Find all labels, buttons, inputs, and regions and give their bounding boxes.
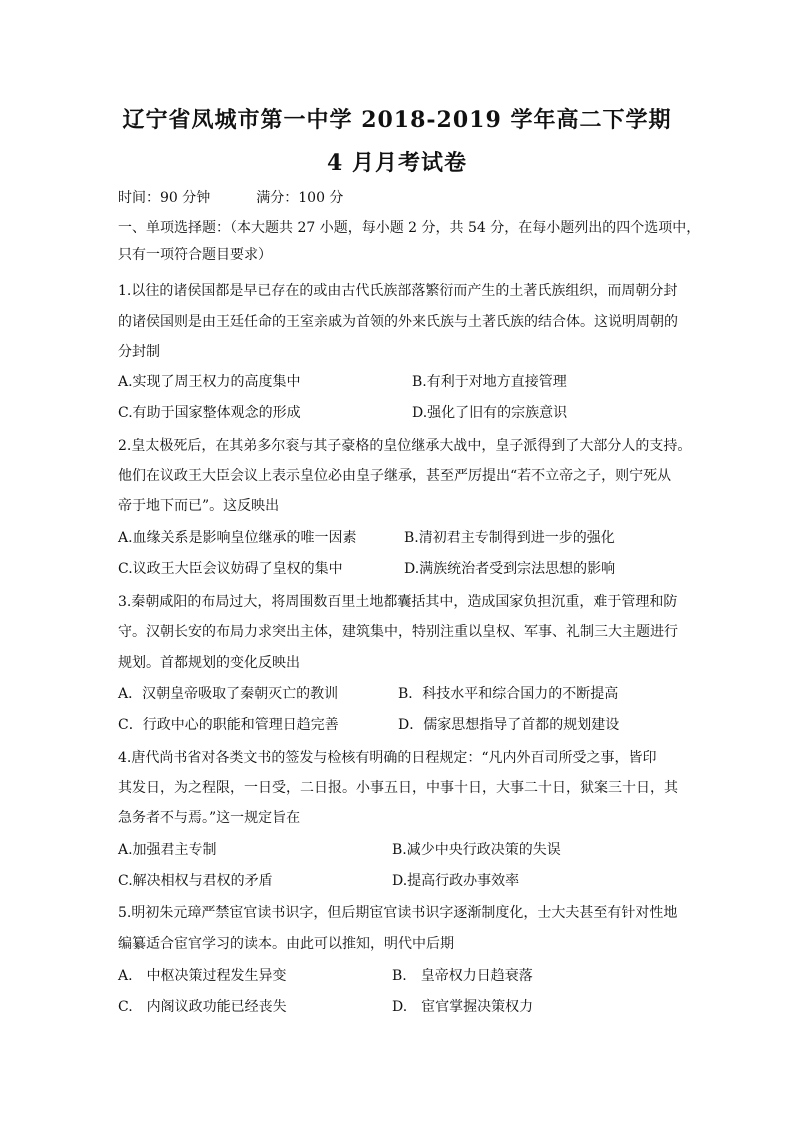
question-3-option-d[interactable]: D．儒家思想指导了首都的规划建设 <box>398 717 620 733</box>
question-1-option-d[interactable]: D.强化了旧有的宗族意识 <box>412 405 568 421</box>
section-heading-line-2: 只有一项符合题目要求） <box>118 247 272 263</box>
question-5-option-c[interactable]: C. 内阁议政功能已经丧失 <box>118 999 287 1015</box>
question-1-line-2: 的诸侯国则是由王廷任命的王室亲戚为首领的外来氏族与土著氏族的结合体。这说明周朝的 <box>118 314 678 330</box>
question-3-option-c[interactable]: C．行政中心的职能和管理日趋完善 <box>118 717 339 733</box>
question-4-option-b[interactable]: B.减少中央行政决策的失误 <box>392 842 561 858</box>
question-5-option-d[interactable]: D. 宦官掌握决策权力 <box>392 999 534 1015</box>
question-4-line-2: 其发日，为之程限，一日受，二日报。小事五日，中事十日，大事二十日，狱案三十日，其 <box>118 780 678 796</box>
question-5-line-1: 5.明初朱元璋严禁宦官读书识字，但后期宦官读书识字逐渐制度化，士大夫甚至有针对性地 <box>118 905 678 921</box>
question-4-line-3: 急务者不与焉。”这一规定旨在 <box>118 810 301 826</box>
question-4-line-1: 4.唐代尚书省对各类文书的签发与检核有明确的日程规定：“凡内外百司所受之事，皆印 <box>118 750 657 766</box>
question-3-option-a[interactable]: A．汉朝皇帝吸取了秦朝灭亡的教训 <box>118 686 339 702</box>
question-3-line-2: 守。汉朝长安的布局力求突出主体，建筑集中，特别注重以皇权、军事、礼制三大主题进行 <box>118 624 678 640</box>
question-1-line-3: 分封制 <box>118 344 160 360</box>
exam-meta <box>118 188 688 208</box>
question-4-option-a[interactable]: A.加强君主专制 <box>118 842 217 858</box>
question-1-option-b[interactable]: B.有利于对地方直接管理 <box>412 374 567 390</box>
exam-title-line-2: 4 月月考试卷 <box>327 150 467 176</box>
question-1-option-c[interactable]: C.有助于国家整体观念的形成 <box>118 405 301 421</box>
question-2-line-2: 他们在议政王大臣会议上表示皇位必由皇子继承，甚至严厉提出“若不立帝之子，则宁死从 <box>118 468 672 484</box>
question-2-option-d[interactable]: D.满族统治者受到宗法思想的影响 <box>404 561 616 577</box>
question-3-option-b[interactable]: B．科技水平和综合国力的不断提高 <box>398 686 619 702</box>
exam-title-line-1: 辽宁省凤城市第一中学 2018-2019 学年高二下学期 <box>122 107 672 133</box>
question-1-line-1: 1.以往的诸侯国都是早已存在的或由古代氏族部落繁衍而产生的土著氏族组织，而周朝分封 <box>118 283 678 299</box>
question-2-line-1: 2.皇太极死后，在其弟多尔衮与其子豪格的皇位继承大战中，皇子派得到了大部分人的支持。 <box>118 438 692 454</box>
question-4-option-d[interactable]: D.提高行政办事效率 <box>392 873 520 889</box>
question-3-line-3: 规划。首都规划的变化反映出 <box>118 655 300 671</box>
question-5-line-2: 编纂适合宦官学习的读本。由此可以推知，明代中后期 <box>118 936 454 952</box>
question-5-option-b[interactable]: B. 皇帝权力日趋衰落 <box>392 968 533 984</box>
question-4-option-c[interactable]: C.解决相权与君权的矛盾 <box>118 873 273 889</box>
question-5-option-a[interactable]: A. 中枢决策过程发生异变 <box>118 968 287 984</box>
question-2-option-a[interactable]: A.血缘关系是影响皇位继承的唯一因素 <box>118 530 357 546</box>
exam-score: 满分：100 分 <box>256 190 344 206</box>
exam-time: 时间：90 分钟 <box>118 190 211 206</box>
question-2-line-3: 帝于地下而已”。这反映出 <box>118 498 280 514</box>
question-1-option-a[interactable]: A.实现了周王权力的高度集中 <box>118 374 301 390</box>
question-2-option-c[interactable]: C.议政王大臣会议妨碍了皇权的集中 <box>118 561 343 577</box>
section-heading-line-1: 一、单项选择题：（本大题共 27 小题，每小题 2 分，共 54 分，在每小题列出的四个选项中， <box>118 220 701 236</box>
question-3-line-1: 3.秦朝咸阳的布局过大，将周围数百里土地都囊括其中，造成国家负担沉重，难于管理和防 <box>118 594 678 610</box>
question-2-option-b[interactable]: B.清初君主专制得到进一步的强化 <box>404 530 615 546</box>
